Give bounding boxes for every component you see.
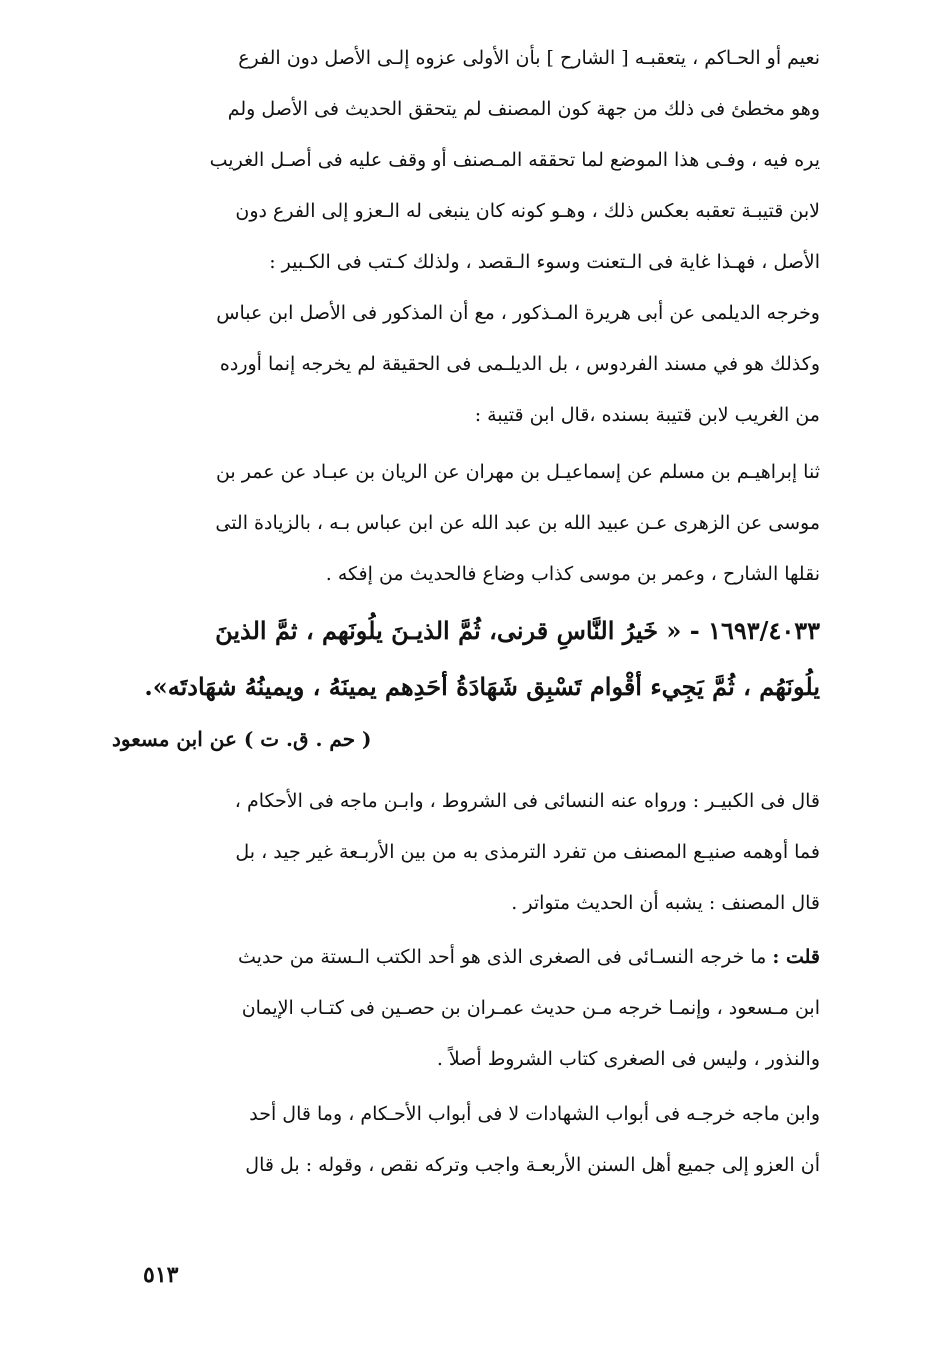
text-line: ثنا إبراهيـم بن مسلم عن إسماعيـل بن مهران عن الريان بن عبـاد عن عمر بن bbox=[215, 461, 820, 483]
text-line: لابن قتيبـة تعقبه بعكس ذلك ، وهـو كونه كان ينبغى له الـعزو إلى الفرع دون bbox=[235, 200, 820, 222]
page-number: ٥١٣ bbox=[143, 1262, 179, 1288]
paragraph-isnad bbox=[112, 447, 820, 600]
text-line: يره فيه ، وفـى هذا الموضع لما تحققه المـصنف أو وقف عليه فى أصـل الغريب bbox=[209, 149, 820, 171]
text-line: قال فى الكبيـر : ورواه عنه النسائى فى الشروط ، وابـن ماجه فى الأحكام ، bbox=[234, 790, 820, 812]
paragraph-commentary-2 bbox=[112, 776, 820, 929]
text-fragment: ما خرجه النسـائى فى الصغرى الذى هو أحد الكتب الـستة من حديث bbox=[238, 946, 773, 968]
paragraph-commentary-1 bbox=[112, 33, 820, 441]
text-line: وكذلك هو في مسند الفردوس ، بل الديلـمى فى الحقيقة لم يخرجه إنما أورده bbox=[219, 353, 820, 375]
text-line: الأصل ، فهـذا غاية فى الـتعنت وسوء الـقصد ، ولذلك كـتب فى الكـبير : bbox=[269, 251, 820, 273]
text-line: أن العزو إلى جميع أهل السنن الأربعـة واجب وتركه نقص ، وقوله : بل قال bbox=[245, 1154, 820, 1176]
paragraph-commentary-3 bbox=[112, 1089, 820, 1191]
text-line: والنذور ، وليس فى الصغرى كتاب الشروط أصلاً . bbox=[436, 1048, 820, 1070]
text-line bbox=[112, 932, 820, 983]
text-line: قال المصنف : يشبه أن الحديث متواتر . bbox=[511, 892, 820, 914]
qultu-lead: قلت : bbox=[772, 946, 820, 968]
hadith-line: يلُونَهُم ، ثُمَّ يَجِيء أقْوام تَسْبِق شَهَادَةُ أحَدِهم يمينَهُ ، ويمينُهُ شهَادتَه». bbox=[144, 672, 820, 701]
text-line: وهو مخطئ فى ذلك من جهة كون المصنف لم يتحقق الحديث فى الأصل ولم bbox=[227, 98, 820, 120]
hadith-source: ( حم . ق. ت ) عن ابن مسعود bbox=[112, 727, 372, 751]
hadith-line: ١٦٩٣/٤٠٣٣ - « خَيرُ النَّاسِ قرنى، ثُمَّ الذيـنَ يلُونَهم ، ثمَّ الذينَ bbox=[215, 616, 820, 645]
text-line: ابن مـسعود ، وإنمـا خرجه مـن حديث عمـران بن حصـين فى كتـاب الإيمان bbox=[241, 997, 820, 1019]
paragraph-author-note bbox=[112, 932, 820, 1085]
text-line: نعيم أو الحـاكم ، يتعقبـه [ الشارح ] بأن الأولى عزوه إلـى الأصل دون الفرع bbox=[238, 47, 820, 69]
hadith-text bbox=[112, 603, 820, 715]
text-line: وابن ماجه خرجـه فى أبواب الشهادات لا فى أبواب الأحـكام ، وما قال أحد bbox=[249, 1103, 820, 1125]
text-line: نقلها الشارح ، وعمر بن موسى كذاب وضاع فالحديث من إفكه . bbox=[325, 563, 820, 585]
text-line: موسى عن الزهرى عـن عبيد الله بن عبد الله عن ابن عباس بـه ، بالزيادة التى bbox=[215, 512, 820, 534]
text-line: من الغريب لابن قتيبة بسنده ،قال ابن قتيبة : bbox=[474, 404, 820, 426]
text-line: فما أوهمه صنيـع المصنف من تفرد الترمذى به من بين الأربـعة غير جيد ، بل bbox=[235, 841, 820, 863]
text-line: وخرجه الديلمى عن أبى هريرة المـذكور ، مع أن المذكور فى الأصل ابن عباس bbox=[216, 302, 820, 324]
